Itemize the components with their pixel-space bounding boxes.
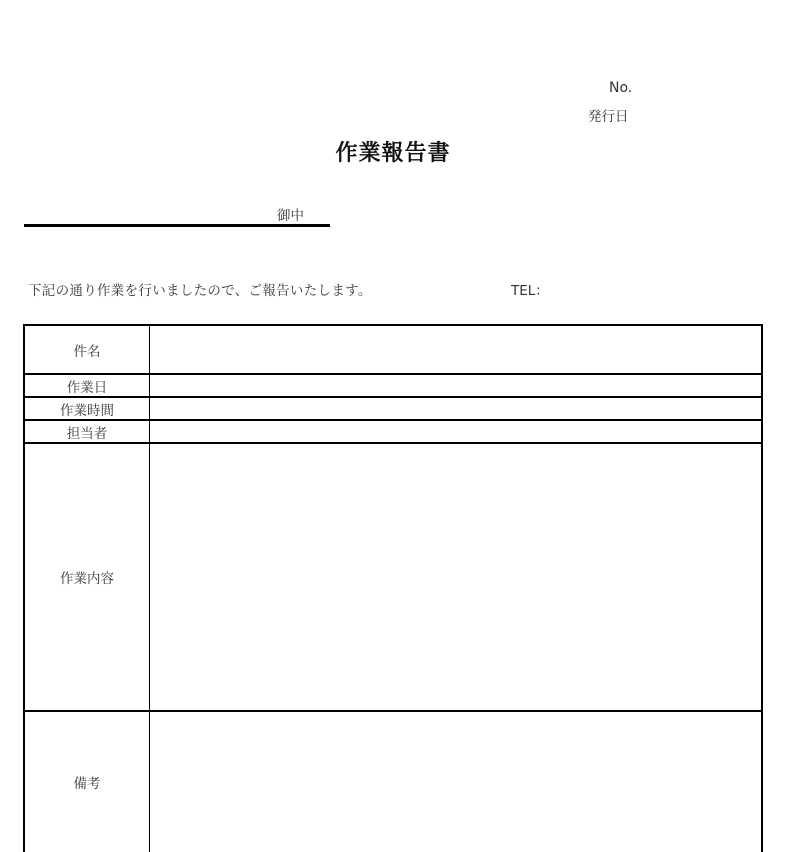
work-content-label: 作業内容 xyxy=(24,443,150,711)
work-time-label: 作業時間 xyxy=(24,397,150,420)
recipient-underline xyxy=(24,224,330,227)
table-row-work-content xyxy=(24,443,762,711)
recipient-block xyxy=(24,203,330,229)
subject-label: 件名 xyxy=(24,325,150,374)
table-row-person-in-charge xyxy=(24,420,762,443)
work-content-field[interactable] xyxy=(150,443,763,711)
document-number-label: No. xyxy=(609,80,633,96)
notes-field[interactable] xyxy=(150,711,763,852)
intro-text: 下記の通り作業を行いましたので、ご報告いたします。 xyxy=(28,283,372,299)
recipient-suffix: 御中 xyxy=(277,208,304,224)
work-date-field[interactable] xyxy=(150,374,763,397)
notes-label: 備考 xyxy=(24,711,150,852)
table-row-subject xyxy=(24,325,762,374)
subject-field[interactable] xyxy=(150,325,763,374)
tel-label: TEL： xyxy=(511,283,549,299)
table-row-work-date xyxy=(24,374,762,397)
issue-date-label: 発行日 xyxy=(588,109,629,125)
table-row-notes xyxy=(24,711,762,852)
work-date-label: 作業日 xyxy=(24,374,150,397)
work-time-field[interactable] xyxy=(150,397,763,420)
person-in-charge-label: 担当者 xyxy=(24,420,150,443)
document-title: 作業報告書 xyxy=(335,141,451,166)
report-table xyxy=(23,324,763,852)
person-in-charge-field[interactable] xyxy=(150,420,763,443)
table-row-work-time xyxy=(24,397,762,420)
recipient-name-field[interactable] xyxy=(24,203,274,225)
